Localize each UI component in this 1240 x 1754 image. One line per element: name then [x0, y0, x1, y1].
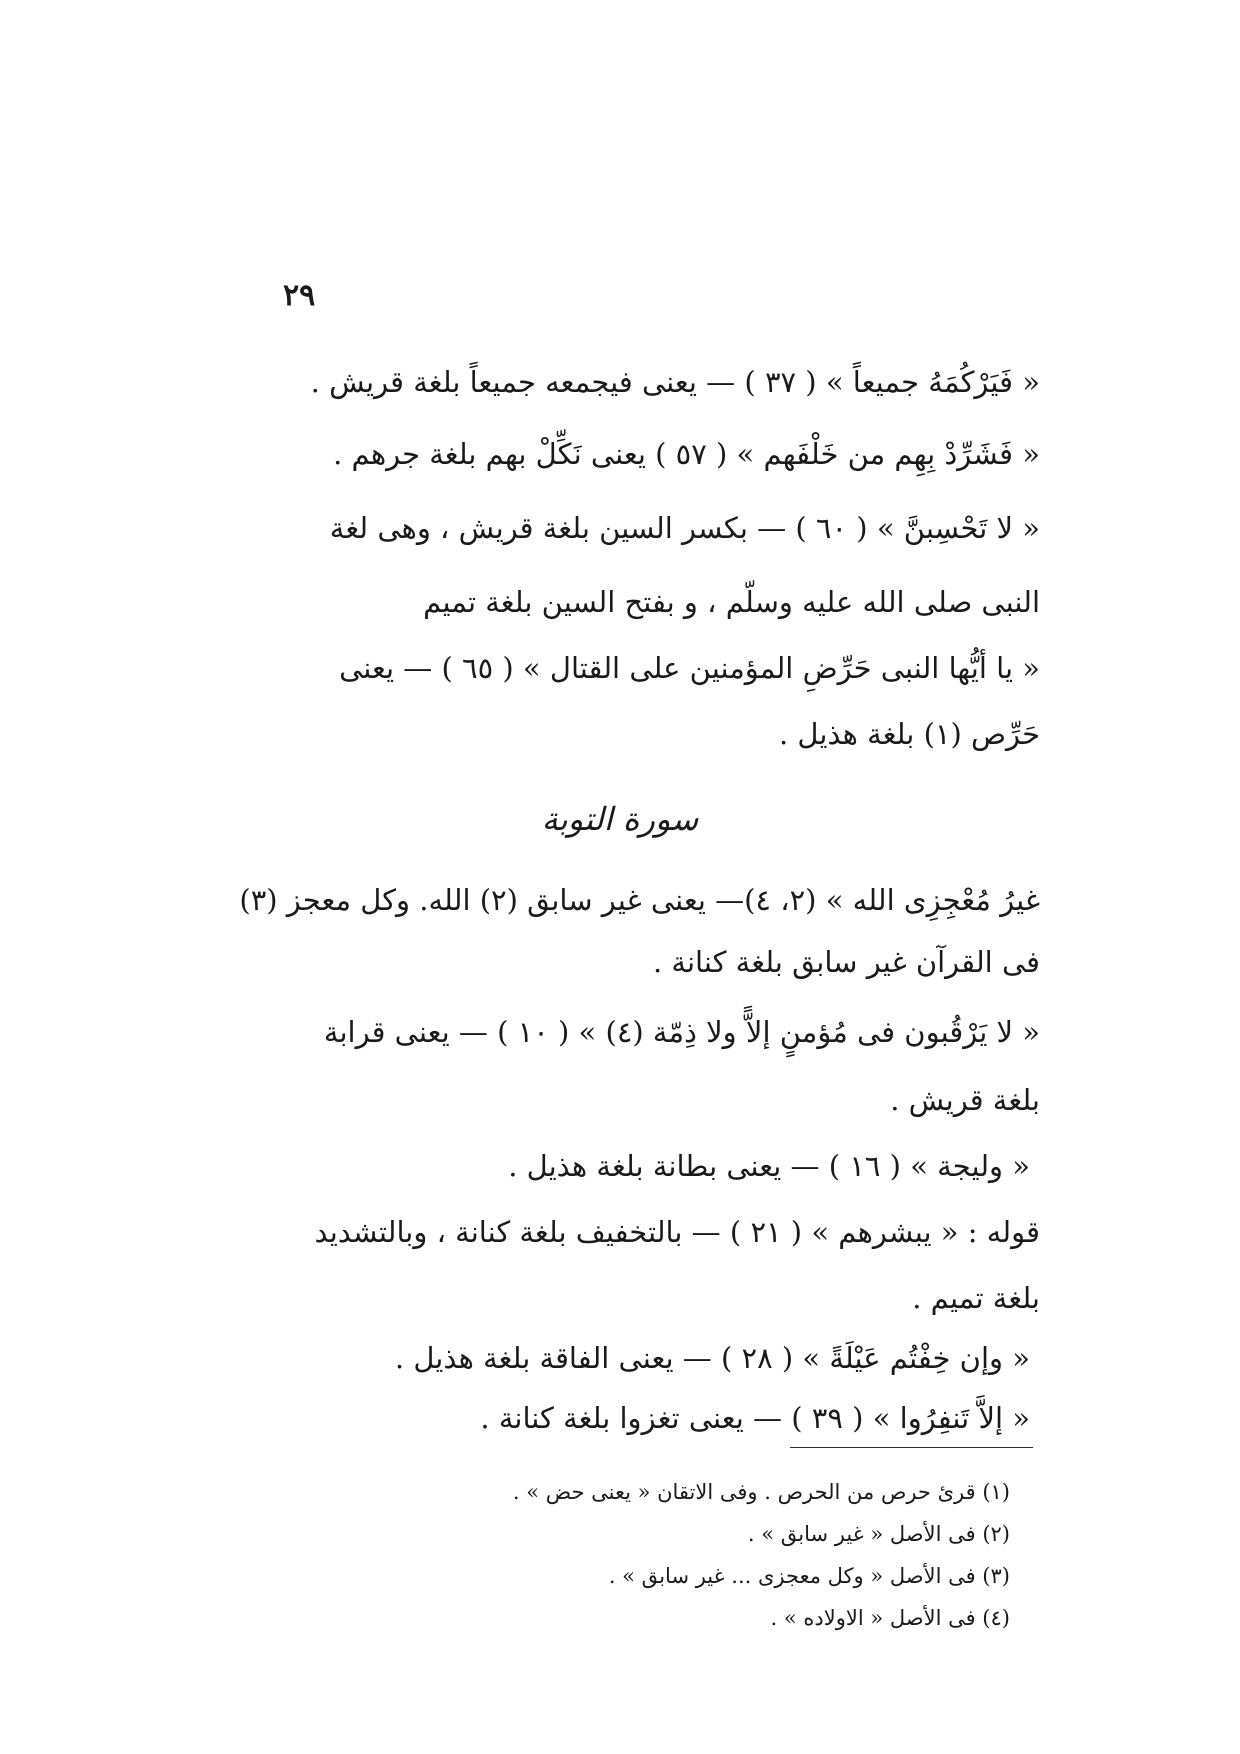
text-line-5: « يا أيُّها النبى حَرِّضِ المؤمنين على القتال » ( ٦٥ ) — يعنى: [339, 651, 1040, 685]
section-line-9: « إلاَّ تَنفِرُوا » ( ٣٩ ) — يعنى تغزوا بلغة كنانة .: [480, 1401, 1030, 1435]
footnote-4: (٤) فى الأصل « الاولاده » .: [770, 1606, 1010, 1630]
section-line-4: بلغة قريش .: [890, 1083, 1040, 1117]
text-line-3: « لا تَحْسِبنَّ » ( ٦٠ ) — بكسر السين بلغة قريش ، وهى لغة: [329, 511, 1040, 545]
text-line-6: حَرِّص (١) بلغة هذيل .: [778, 717, 1040, 751]
footnote-1: (١) قرئ حرص من الحرص . وفى الاتقان « يعنى حض » .: [512, 1480, 1010, 1504]
section-line-5: « وليجة » ( ١٦ ) — يعنى بطانة بلغة هذيل .: [508, 1149, 1030, 1183]
section-line-3: « لا يَرْقُبون فى مُؤمنٍ إلاًّ ولا ذِمّة (٤) » ( ١٠ ) — يعنى قرابة: [323, 1015, 1040, 1049]
footnote-3: (٣) فى الأصل « وكل معجزى ... غير سابق » .: [608, 1564, 1010, 1588]
section-line-1: غيرُ مُعْجِزِى الله » (٢، ٤)— يعنى غير سابق (٢) الله. وكل معجز (٣): [239, 883, 1040, 917]
text-line-2: « فَشَرِّدْ بِهِم من خَلْفَهم » ( ٥٧ ) يعنى نَكِّلْ بهم بلغة جرهم .: [333, 437, 1040, 471]
page-number: ٢٩: [283, 278, 316, 313]
footnote-2: (٢) فى الأصل « غير سابق » .: [747, 1522, 1010, 1546]
text-line-4: النبى صلى الله عليه وسلّم ، و بفتح السين بلغة تميم: [423, 585, 1040, 619]
section-line-8: « وإن خِفْتُم عَيْلَةً » ( ٢٨ ) — يعنى الفاقة بلغة هذيل .: [394, 1341, 1030, 1375]
section-line-7: بلغة تميم .: [912, 1281, 1040, 1315]
text-line-1: « فَيَرْكُمَهُ جميعاً » ( ٣٧ ) — يعنى فيجمعه جميعاً بلغة قريش .: [310, 365, 1040, 399]
section-line-6: قوله : « يبشرهم » ( ٢١ ) — بالتخفيف بلغة كنانة ، وبالتشديد: [314, 1215, 1040, 1249]
footnote-separator: [790, 1447, 1033, 1448]
section-title: سورة التوبة: [541, 800, 699, 838]
section-line-2: فى القرآن غير سابق بلغة كنانة .: [652, 945, 1040, 979]
